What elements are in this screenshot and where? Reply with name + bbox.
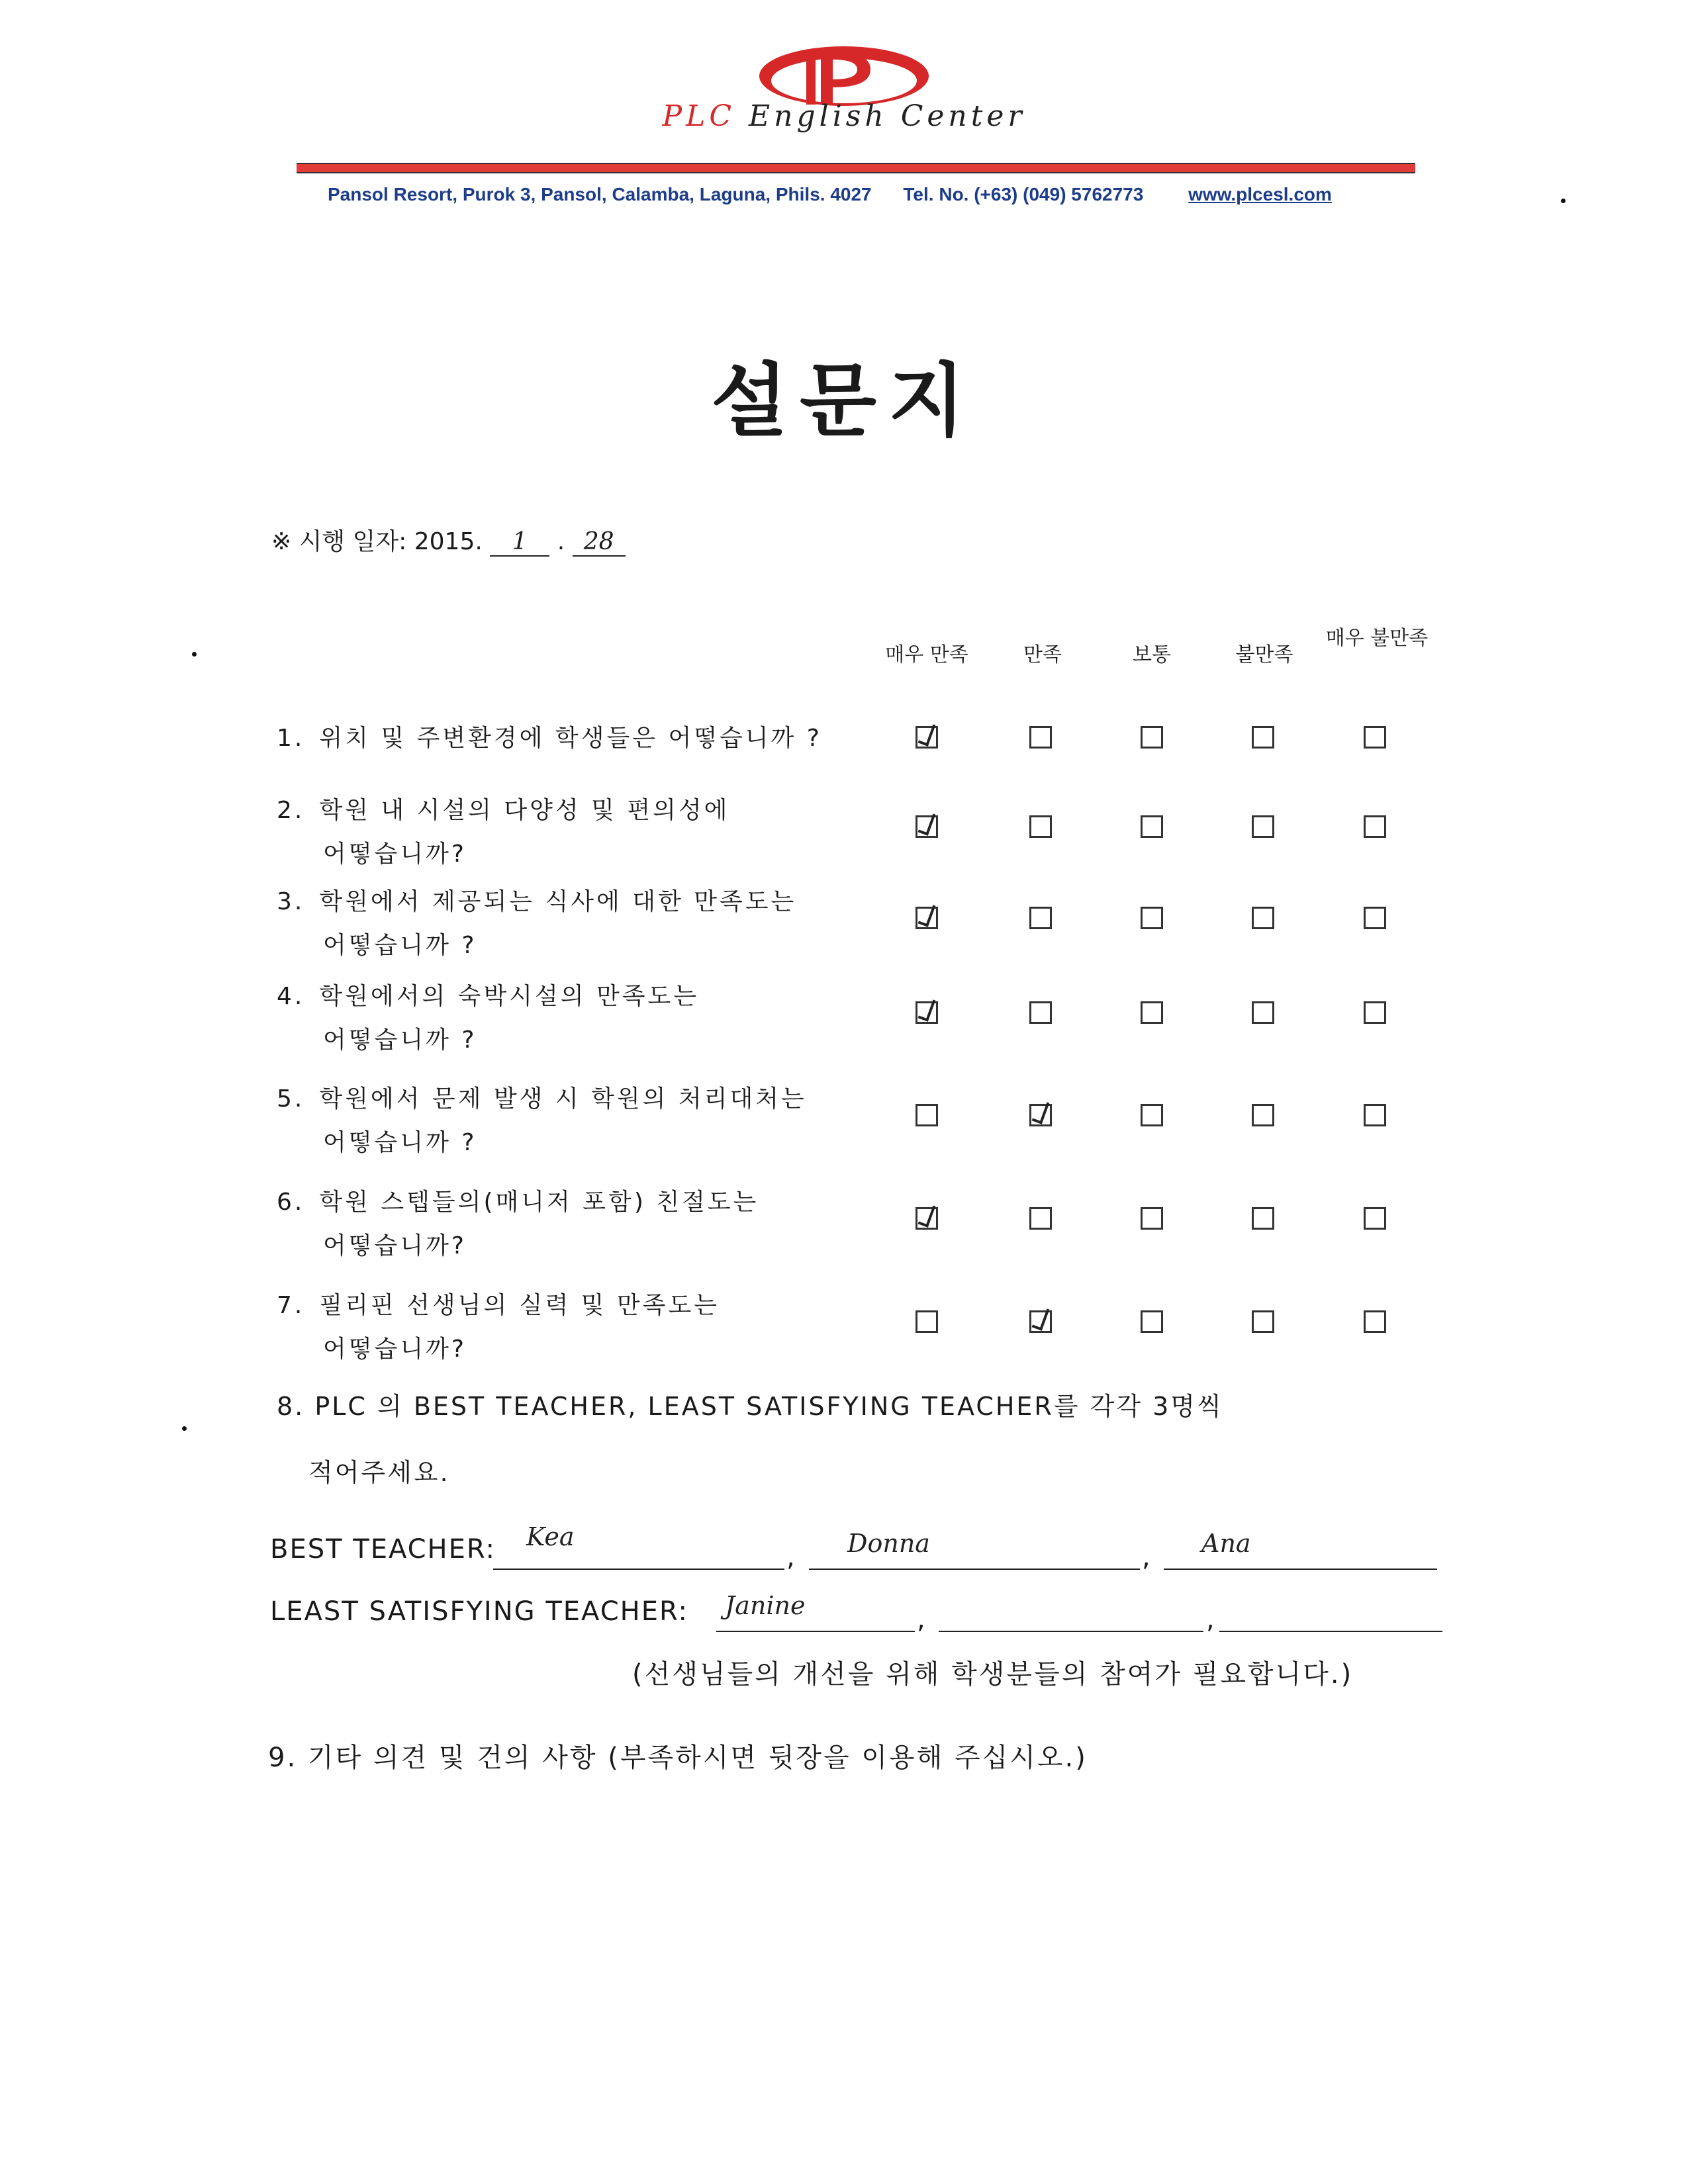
rating-checkbox-q2-4[interactable] <box>1252 815 1274 838</box>
question-text-continued: 어떻습니까? <box>323 1232 467 1259</box>
participation-note: (선생님들의 개선을 위해 학생분들의 참여가 필요합니다.) <box>632 1659 1354 1690</box>
question-8 <box>277 1373 1223 1506</box>
question-number: 7. <box>277 1292 305 1319</box>
page-title: 설문지 <box>711 355 977 447</box>
rating-checkbox-q7-4[interactable] <box>1252 1310 1274 1333</box>
least-teacher-field-2[interactable] <box>939 1598 1203 1632</box>
rating-checkbox-q4-3[interactable] <box>1141 1001 1163 1024</box>
rating-checkbox-q5-5[interactable] <box>1364 1104 1386 1126</box>
question-text-continued: 어떻습니까 ? <box>323 1129 477 1156</box>
question-text-continued: 어떻습니까 ? <box>323 1026 477 1054</box>
question-number: 2. <box>277 797 305 824</box>
column-satisfied: 만족 <box>1023 643 1062 666</box>
best-teacher-label: BEST TEACHER: <box>270 1534 496 1565</box>
question-5 <box>277 1077 872 1165</box>
date-day[interactable]: 28 <box>573 528 626 557</box>
question-1 <box>277 717 872 760</box>
rating-checkbox-q5-3[interactable] <box>1141 1104 1163 1126</box>
rating-checkbox-q3-4[interactable] <box>1252 907 1274 929</box>
question-text: 학원 내 시설의 다양성 및 편의성에 <box>319 797 730 824</box>
rating-checkbox-q3-1[interactable] <box>915 907 938 929</box>
best-teacher-3: Ana <box>1201 1529 1251 1558</box>
rating-checkbox-q2-2[interactable] <box>1029 815 1052 838</box>
question-4 <box>277 975 872 1062</box>
rating-checkbox-q5-1[interactable] <box>915 1104 938 1126</box>
rating-checkbox-q7-3[interactable] <box>1141 1310 1163 1333</box>
rating-checkbox-q7-1[interactable] <box>915 1310 938 1333</box>
rating-checkbox-q3-5[interactable] <box>1364 907 1386 929</box>
rating-checkbox-q1-3[interactable] <box>1141 726 1163 749</box>
rating-checkbox-q2-5[interactable] <box>1364 815 1386 838</box>
rating-checkbox-q1-4[interactable] <box>1252 726 1274 749</box>
column-very-dissatisfied: 매우 불만족 <box>1325 627 1429 650</box>
scan-speck <box>1561 199 1566 203</box>
survey-date <box>271 523 626 557</box>
rating-checkbox-q3-2[interactable] <box>1029 907 1052 929</box>
rating-checkbox-q5-2[interactable] <box>1029 1104 1052 1126</box>
question-8-line2: 적어주세요. <box>308 1458 450 1487</box>
rating-checkbox-q6-5[interactable] <box>1364 1207 1386 1230</box>
comma: , <box>1206 1604 1215 1635</box>
question-3 <box>277 880 872 968</box>
address: Pansol Resort, Purok 3, Pansol, Calamba, Laguna, Phils. 4027 <box>328 184 872 205</box>
column-dissatisfied: 불만족 <box>1235 643 1293 666</box>
question-text: 필리핀 선생님의 실력 및 만족도는 <box>319 1292 720 1319</box>
rating-checkbox-q1-2[interactable] <box>1029 726 1052 749</box>
rating-checkbox-q6-4[interactable] <box>1252 1207 1274 1230</box>
rating-checkbox-q7-5[interactable] <box>1364 1310 1386 1333</box>
rating-checkbox-q4-1[interactable] <box>915 1001 938 1024</box>
column-neutral: 보통 <box>1133 643 1171 666</box>
question-number: 5. <box>277 1085 305 1113</box>
rating-checkbox-q2-1[interactable] <box>915 815 938 838</box>
least-teacher-label: LEAST SATISFYING TEACHER: <box>270 1596 689 1627</box>
rating-checkbox-q6-2[interactable] <box>1029 1207 1052 1230</box>
least-teacher-1: Janine <box>725 1591 806 1620</box>
column-very-satisfied: 매우 만족 <box>885 643 968 666</box>
header-divider <box>297 163 1415 173</box>
question-text: 학원에서 문제 발생 시 학원의 처리대처는 <box>319 1085 807 1113</box>
question-number: 4. <box>277 983 305 1010</box>
best-teacher-2: Donna <box>847 1529 930 1558</box>
best-teacher-1: Kea <box>526 1522 575 1551</box>
question-6 <box>277 1181 872 1268</box>
rating-checkbox-q4-2[interactable] <box>1029 1001 1052 1024</box>
question-8-line1: 8. PLC 의 BEST TEACHER, LEAST SATISFYING TEACHER를 각각 3명씩 <box>277 1392 1223 1421</box>
question-9: 9. 기타 의견 및 건의 사항 (부족하시면 뒷장을 이용해 주십시오.) <box>268 1743 1088 1773</box>
telephone: Tel. No. (+63) (049) 5762773 <box>903 184 1144 205</box>
question-number: 3. <box>277 888 305 915</box>
rating-checkbox-q5-4[interactable] <box>1252 1104 1274 1126</box>
comma: , <box>786 1542 795 1572</box>
rating-checkbox-q6-3[interactable] <box>1141 1207 1163 1230</box>
least-teacher-field-3[interactable] <box>1219 1598 1442 1632</box>
question-7 <box>277 1284 872 1371</box>
rating-checkbox-q6-1[interactable] <box>915 1207 938 1230</box>
brand-prefix: PLC <box>662 99 736 133</box>
comma: , <box>1142 1542 1150 1572</box>
question-number: 1. <box>277 725 305 752</box>
rating-checkbox-q1-1[interactable] <box>915 726 938 749</box>
question-number: 6. <box>277 1189 305 1216</box>
brand-suffix: English Center <box>749 99 1026 133</box>
question-text: 위치 및 주변환경에 학생들은 어떻습니까 ? <box>319 725 822 752</box>
comma: , <box>917 1604 925 1635</box>
question-text: 학원에서 제공되는 식사에 대한 만족도는 <box>319 888 797 915</box>
question-2 <box>277 789 872 876</box>
date-label: ※ 시행 일자: 2015. <box>271 528 483 555</box>
question-text: 학원에서의 숙박시설의 만족도는 <box>319 983 700 1010</box>
date-month[interactable]: 1 <box>490 528 549 557</box>
brand-name <box>596 99 1092 133</box>
scan-speck <box>182 1426 187 1431</box>
rating-checkbox-q7-2[interactable] <box>1029 1310 1052 1333</box>
website-link[interactable]: www.plcesl.com <box>1188 184 1332 205</box>
question-text-continued: 어떻습니까? <box>323 1336 467 1363</box>
question-text-continued: 어떻습니까 ? <box>323 932 477 959</box>
contact-line <box>328 184 1358 205</box>
rating-checkbox-q2-3[interactable] <box>1141 815 1163 838</box>
rating-checkbox-q1-5[interactable] <box>1364 726 1386 749</box>
rating-checkbox-q4-5[interactable] <box>1364 1001 1386 1024</box>
rating-checkbox-q4-4[interactable] <box>1252 1001 1274 1024</box>
question-text-continued: 어떻습니까? <box>323 841 467 868</box>
rating-checkbox-q3-3[interactable] <box>1141 907 1163 929</box>
date-separator: . <box>557 528 565 555</box>
scan-speck <box>192 652 197 657</box>
question-text: 학원 스텝들의(매니저 포함) 친절도는 <box>319 1189 759 1216</box>
